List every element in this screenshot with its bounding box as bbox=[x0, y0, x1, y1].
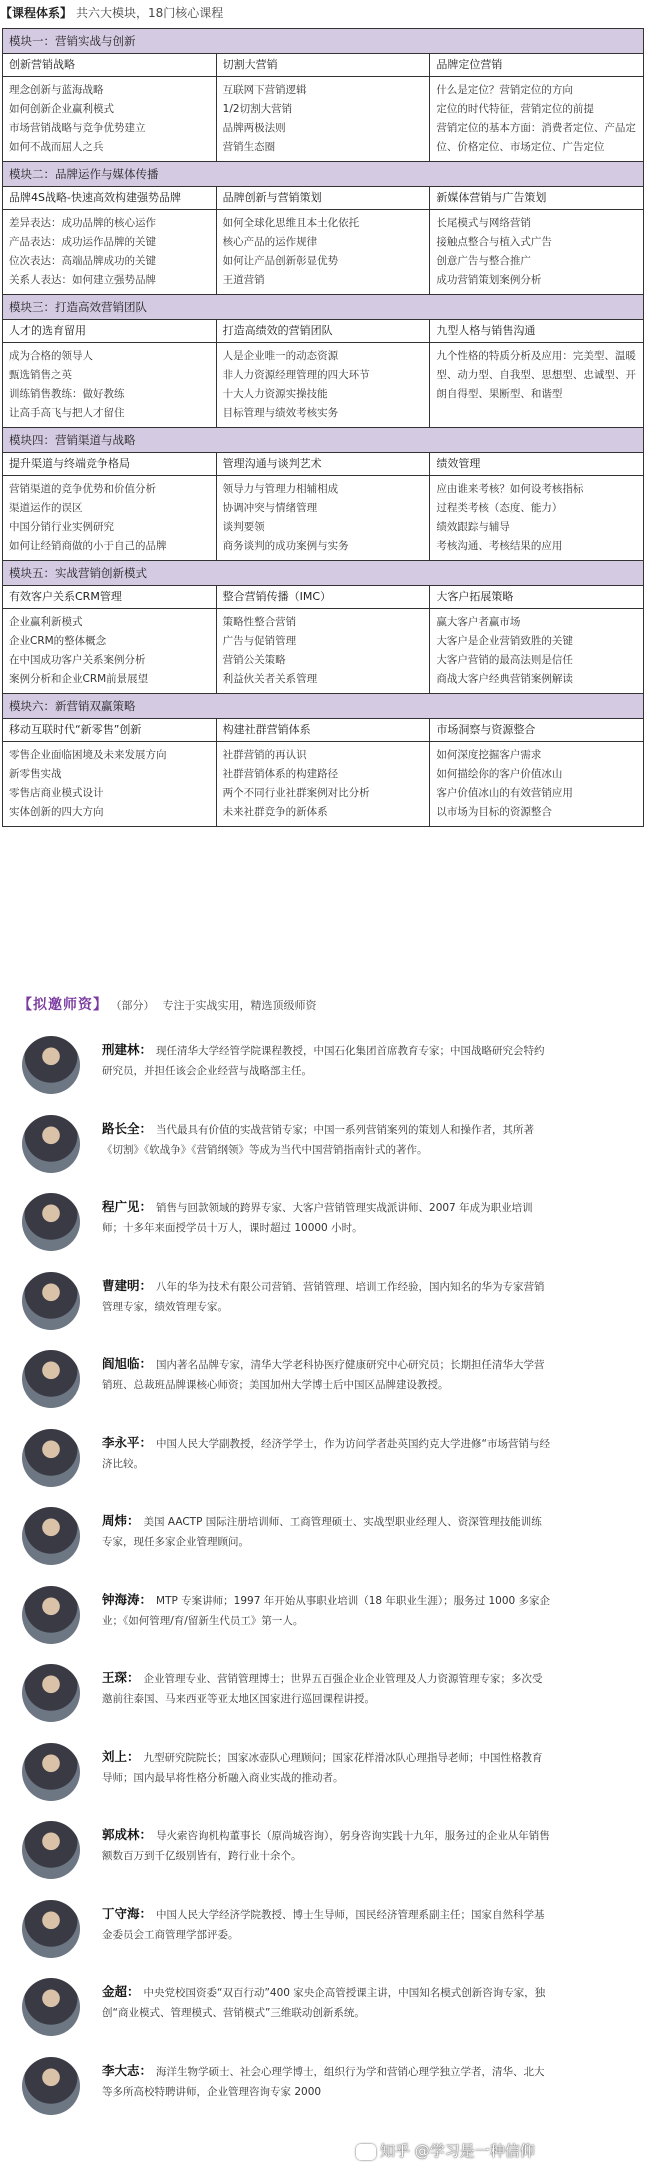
teachers-part-note: （部分） bbox=[116, 999, 155, 1012]
course-topic: 零售企业面临困境及未来发展方向 bbox=[9, 749, 167, 761]
course-topics bbox=[3, 476, 217, 560]
course-name: 品牌创新与营销策划 bbox=[217, 187, 431, 209]
course-name: 整合营销传播（IMC） bbox=[217, 586, 431, 608]
teacher-bio: 销售与回款领域的跨界专家、大客户营销管理实战派讲师、2007 年成为职业培训师；十多年来面授学员十万人，课时超过 10000 小时。 bbox=[102, 1202, 533, 1234]
course-topic: 让高手高飞与把人才留住 bbox=[9, 407, 125, 419]
teacher-bio-block bbox=[102, 1982, 552, 2023]
teacher-bio: 中央党校国资委“双百行动”400 家央企高管授课主讲，中国知名模式创新咨询专家，独创“商业模式、管理模式、营销模式”三维联动创新系统。 bbox=[102, 1987, 546, 2019]
course-topic: 如何让产品创新彰显优势 bbox=[222, 255, 339, 267]
course-topic: 核心产品的运作规律 bbox=[222, 236, 318, 248]
course-name: 移动互联时代“新零售”创新 bbox=[3, 719, 217, 741]
teacher-entry bbox=[0, 1497, 660, 1577]
course-topic: 位次表达：高端品牌成功的关键 bbox=[9, 255, 156, 267]
teacher-name: 刑建林： bbox=[102, 1042, 153, 1057]
course-topic: 客户价值冰山的有效营销应用 bbox=[436, 787, 573, 799]
course-topic: 实体创新的四大方向 bbox=[9, 806, 104, 818]
teacher-entry bbox=[0, 1968, 660, 2048]
teacher-photo bbox=[22, 1743, 80, 1801]
module-course-contents bbox=[3, 742, 643, 826]
course-topic: 1/2切割大营销 bbox=[222, 103, 293, 115]
course-topics bbox=[217, 210, 431, 294]
course-topic: 产品表达：成功运作品牌的关键 bbox=[9, 236, 156, 248]
teacher-bio-block bbox=[102, 1119, 552, 1160]
course-topic: 绩效跟踪与辅导 bbox=[436, 521, 510, 533]
teacher-photo bbox=[22, 1429, 80, 1487]
course-name: 提升渠道与终端竞争格局 bbox=[3, 453, 217, 475]
course-topic: 非人力资源经理管理的四大环节 bbox=[222, 369, 370, 381]
course-topic: 目标管理与绩效考核实务 bbox=[222, 407, 339, 419]
teacher-bio-block bbox=[102, 1668, 552, 1709]
teacher-bio-block bbox=[102, 1040, 552, 1081]
course-topic: 零售店商业模式设计 bbox=[9, 787, 104, 799]
course-topic: 甄选销售之英 bbox=[9, 369, 72, 381]
teacher-bio-block bbox=[102, 1197, 552, 1238]
course-topic: 营销公关策略 bbox=[222, 654, 286, 666]
course-topic: 品牌两极法则 bbox=[222, 122, 286, 134]
teacher-bio: 海洋生物学硕士、社会心理学博士，组织行为学和营销心理学独立学者，清华、北大等多所高校特聘讲师，企业管理咨询专家 2000 bbox=[102, 2065, 545, 2098]
course-system-label: 【课程体系】 bbox=[0, 6, 73, 20]
teacher-bio-block bbox=[102, 1747, 552, 1788]
module-block bbox=[3, 162, 643, 295]
course-topics bbox=[430, 210, 643, 294]
course-topic: 差异表达：成功品牌的核心运作 bbox=[9, 217, 156, 229]
teacher-bio-block bbox=[102, 1825, 552, 1866]
teacher-bio: 中国人民大学经济学院教授、博士生导师，国民经济管理系副主任；国家自然科学基金委员会工商管理学部评委。 bbox=[102, 1908, 545, 1941]
course-topic: 协调冲突与情绪管理 bbox=[222, 502, 318, 514]
course-topic: 以市场为目标的资源整合 bbox=[436, 806, 552, 818]
teacher-name: 钟海涛： bbox=[102, 1591, 153, 1607]
course-topic: 应由谁来考核？如何设考核指标 bbox=[436, 483, 584, 495]
module-title: 模块六：新营销双赢策略 bbox=[3, 694, 643, 719]
teacher-name: 金超： bbox=[102, 1984, 140, 1999]
course-topic: 渠道运作的误区 bbox=[9, 502, 83, 514]
course-topic: 营销定位的基本方面：消费者定位、产品定位、价格定位、市场定位、广告定位 bbox=[436, 122, 636, 153]
course-topics bbox=[217, 476, 431, 560]
teacher-photo bbox=[22, 1900, 80, 1958]
teacher-entry bbox=[0, 1811, 660, 1891]
teacher-entry bbox=[0, 1733, 660, 1813]
teacher-entry bbox=[0, 1183, 660, 1263]
course-topic: 案例分析和企业CRM前景展望 bbox=[9, 673, 149, 685]
course-topic: 关系人表达：如何建立强势品牌 bbox=[9, 274, 156, 286]
teachers-title: 【拟邀师资】 bbox=[18, 997, 108, 1013]
course-topic: 过程类考核（态度、能力） bbox=[436, 502, 563, 514]
teacher-entry bbox=[0, 1105, 660, 1185]
course-topics bbox=[3, 210, 217, 294]
teacher-name: 程广见： bbox=[102, 1199, 153, 1214]
module-title: 模块五：实战营销创新模式 bbox=[3, 561, 643, 586]
module-course-contents bbox=[3, 77, 643, 161]
course-topics bbox=[217, 77, 431, 161]
course-topic: 如何创新企业赢利模式 bbox=[9, 103, 114, 115]
course-topic: 九个性格的特质分析及应用：完美型、温暖型、动力型、自我型、思想型、忠诚型、开朗自得型、果断型、和谐型 bbox=[436, 350, 636, 400]
teacher-name: 曹建明： bbox=[102, 1277, 153, 1293]
module-column-headers bbox=[3, 453, 643, 476]
teacher-photo bbox=[22, 2057, 80, 2115]
course-topics bbox=[3, 609, 217, 693]
course-topics bbox=[3, 343, 217, 427]
course-topics bbox=[430, 476, 643, 560]
teacher-name: 周炜： bbox=[102, 1513, 140, 1528]
course-table bbox=[2, 28, 644, 827]
course-topic: 理念创新与蓝海战略 bbox=[9, 84, 104, 96]
module-block bbox=[3, 694, 643, 827]
teacher-bio-block bbox=[102, 1276, 552, 1317]
module-block bbox=[3, 29, 643, 162]
teacher-photo bbox=[22, 1586, 80, 1644]
course-topic: 未来社群竞争的新体系 bbox=[222, 806, 328, 818]
teacher-bio-block bbox=[102, 1590, 552, 1631]
course-topic: 商战大客户经典营销案例解读 bbox=[436, 673, 573, 685]
course-topic: 十大人力资源实操技能 bbox=[222, 388, 328, 400]
course-name: 新媒体营销与广告策划 bbox=[436, 191, 547, 204]
course-topics bbox=[217, 343, 431, 427]
course-topic: 营销生态圈 bbox=[222, 141, 276, 153]
course-topic: 赢大客户者赢市场 bbox=[436, 616, 521, 628]
course-topic: 长尾模式与网络营销 bbox=[436, 217, 531, 229]
course-topic: 商务谈判的成功案例与实务 bbox=[222, 540, 349, 552]
course-topic: 如何让经销商做的小于自己的品牌 bbox=[9, 540, 167, 552]
module-title: 模块一：营销实战与创新 bbox=[3, 29, 643, 54]
teacher-bio: 九型研究院院长；国家冰壶队心理顾问；国家花样滑冰队心理指导老师；中国性格教育导师；国内最早将性格分析融入商业实战的推动者。 bbox=[102, 1751, 543, 1784]
course-name: 有效客户关系CRM管理 bbox=[3, 586, 217, 608]
course-topic: 广告与促销管理 bbox=[222, 635, 297, 647]
teacher-bio: 八年的华为技术有限公司营销、营销管理、培训工作经验，国内知名的华为专家营销管理专家，绩效管理专家。 bbox=[102, 1280, 545, 1313]
course-topic: 企业赢利新模式 bbox=[9, 616, 83, 628]
course-topic: 接触点整合与植入式广告 bbox=[436, 236, 552, 248]
teacher-name: 王琛： bbox=[102, 1670, 140, 1685]
course-name: 品牌定位营销 bbox=[436, 58, 503, 71]
course-name: 九型人格与销售沟通 bbox=[436, 324, 536, 337]
teacher-photo bbox=[22, 1036, 80, 1094]
course-topics bbox=[3, 77, 217, 161]
module-block bbox=[3, 561, 643, 694]
course-topic: 领导力与管理力相辅相成 bbox=[222, 483, 339, 495]
teacher-name: 刘上： bbox=[102, 1748, 140, 1764]
teacher-bio-block bbox=[102, 2061, 552, 2102]
teacher-name: 路长全： bbox=[102, 1120, 153, 1136]
course-name: 人才的选育留用 bbox=[3, 320, 217, 342]
teacher-bio: 导火索咨询机构董事长（原尚城咨询），躬身咨询实践十九年，服务过的企业从年销售额数百万到千亿级别皆有，跨行业十余个。 bbox=[102, 1830, 550, 1862]
watermark bbox=[356, 2140, 535, 2161]
teacher-entry bbox=[0, 1576, 660, 1656]
course-topic: 成为合格的领导人 bbox=[9, 350, 93, 362]
teacher-photo bbox=[22, 1193, 80, 1251]
module-column-headers bbox=[3, 187, 643, 210]
course-system-subtitle: 共六大模块，18门核心课程 bbox=[76, 6, 224, 20]
course-topics bbox=[430, 343, 643, 427]
teacher-name: 李大志： bbox=[102, 2062, 153, 2078]
course-name: 市场洞察与资源整合 bbox=[436, 723, 536, 736]
teacher-photo bbox=[22, 1507, 80, 1565]
module-course-contents bbox=[3, 476, 643, 560]
course-name: 打造高绩效的营销团队 bbox=[217, 320, 431, 342]
course-topic: 定位的时代特征，营销定位的前提 bbox=[436, 103, 594, 115]
course-topics bbox=[217, 742, 431, 826]
teacher-bio-block bbox=[102, 1904, 552, 1945]
teacher-photo bbox=[22, 1272, 80, 1330]
teacher-photo bbox=[22, 1350, 80, 1408]
teacher-bio: 企业管理专业、营销管理博士；世界五百强企业企业管理及人力资源管理专家；多次受邀前往泰国、马来西亚等亚太地区国家进行巡回课程讲授。 bbox=[102, 1673, 543, 1705]
course-topic: 考核沟通、考核结果的应用 bbox=[436, 540, 563, 552]
teacher-entry bbox=[0, 1262, 660, 1342]
course-topic: 企业CRM的整体概念 bbox=[9, 635, 107, 647]
course-name: 管理沟通与谈判艺术 bbox=[217, 453, 431, 475]
course-topic: 如何深度挖掘客户需求 bbox=[436, 749, 542, 761]
teacher-bio: MTP 专案讲师；1997 年开始从事职业培训（18 年职业生涯）；服务过 1000 多家企业；《如何管理/育/留新生代员工》第一人。 bbox=[102, 1594, 551, 1627]
watermark-text: 知乎 @学习是一种信仰 bbox=[380, 2142, 535, 2160]
course-topic: 在中国成功客户关系案例分析 bbox=[9, 654, 146, 666]
course-topic: 市场营销战略与竞争优势建立 bbox=[9, 122, 146, 134]
module-column-headers bbox=[3, 586, 643, 609]
teacher-entry bbox=[0, 1026, 660, 1106]
teacher-bio-block bbox=[102, 1433, 552, 1474]
module-column-headers bbox=[3, 54, 643, 77]
course-topics bbox=[217, 609, 431, 693]
course-topic: 谈判要领 bbox=[222, 521, 265, 533]
teacher-name: 阎旭临： bbox=[102, 1356, 153, 1371]
module-column-headers bbox=[3, 320, 643, 343]
teacher-photo bbox=[22, 1664, 80, 1722]
teacher-photo bbox=[22, 1115, 80, 1173]
teacher-photo bbox=[22, 1978, 80, 2036]
course-topic: 人是企业唯一的动态资源 bbox=[222, 350, 339, 362]
teacher-entry bbox=[0, 1890, 660, 1970]
course-name: 品牌4S战略-快速高效构建强势品牌 bbox=[3, 187, 217, 209]
course-topic: 如何不战而屈人之兵 bbox=[9, 141, 104, 153]
course-topic: 新零售实战 bbox=[9, 768, 62, 780]
zhihu-logo-icon bbox=[356, 2144, 376, 2160]
course-name: 绩效管理 bbox=[436, 457, 481, 470]
teacher-bio: 国内著名品牌专家，清华大学老科协医疗健康研究中心研究员；长期担任清华大学营销班、总裁班品牌课核心师资；美国加州大学博士后中国区品牌建设教授。 bbox=[102, 1359, 545, 1391]
teachers-section-title bbox=[18, 994, 317, 1016]
teacher-entry bbox=[0, 1654, 660, 1734]
course-topics bbox=[430, 742, 643, 826]
teacher-bio: 美国 AACTP 国际注册培训师、工商管理硕士、实战型职业经理人、资深管理技能训练专家，现任多家企业管理顾问。 bbox=[102, 1516, 542, 1548]
teacher-bio-block bbox=[102, 1511, 552, 1552]
course-topics bbox=[430, 609, 643, 693]
teacher-bio: 现任清华大学经管学院课程教授，中国石化集团首席教育专家；中国战略研究会特约研究员，并担任该会企业经营与战略部主任。 bbox=[102, 1045, 545, 1077]
module-course-contents bbox=[3, 609, 643, 693]
module-block bbox=[3, 428, 643, 561]
course-topics bbox=[430, 77, 643, 161]
module-column-headers bbox=[3, 719, 643, 742]
course-topic: 训练销售教练：做好教练 bbox=[9, 388, 125, 400]
course-topic: 什么是定位？营销定位的方向 bbox=[436, 84, 573, 96]
course-name: 切割大营销 bbox=[217, 54, 431, 76]
teacher-name: 李永平： bbox=[102, 1434, 153, 1450]
teacher-entry bbox=[0, 2047, 660, 2127]
course-name: 大客户拓展策略 bbox=[436, 590, 514, 603]
teacher-bio: 当代最具有价值的实战营销专家；中国一系列营销案列的策划人和操作者，其所著《切割》《软战争》《营销纲领》等成为当代中国营销指南针式的著作。 bbox=[102, 1123, 535, 1156]
course-topic: 中国分销行业实例研究 bbox=[9, 521, 114, 533]
teacher-name: 郭成林： bbox=[102, 1827, 153, 1842]
course-topic: 大客户是企业营销致胜的关键 bbox=[436, 635, 573, 647]
course-topic: 两个不同行业社群案例对比分析 bbox=[222, 787, 370, 799]
course-topics bbox=[3, 742, 217, 826]
course-topic: 大客户营销的最高法则是信任 bbox=[436, 654, 573, 666]
teacher-photo bbox=[22, 1821, 80, 1879]
module-course-contents bbox=[3, 343, 643, 427]
teacher-entry bbox=[0, 1419, 660, 1499]
module-course-contents bbox=[3, 210, 643, 294]
course-topic: 成功营销策划案例分析 bbox=[436, 274, 542, 286]
course-name: 构建社群营销体系 bbox=[217, 719, 431, 741]
course-topic: 社群营销体系的构建路径 bbox=[222, 768, 339, 780]
course-topic: 社群营销的再认识 bbox=[222, 749, 307, 761]
module-title: 模块四：营销渠道与战略 bbox=[3, 428, 643, 453]
course-topic: 互联网下营销逻辑 bbox=[222, 84, 307, 96]
module-title: 模块三：打造高效营销团队 bbox=[3, 295, 643, 320]
teacher-bio: 中国人民大学副教授，经济学学士，作为访问学者赴英国约克大学进修“市场营销与经济比较。 bbox=[102, 1437, 550, 1470]
module-block bbox=[3, 295, 643, 428]
course-topic: 营销渠道的竞争优势和价值分析 bbox=[9, 483, 156, 495]
teacher-name: 丁守海： bbox=[102, 1905, 153, 1921]
course-topic: 如何全球化思维且本土化依托 bbox=[222, 217, 360, 229]
course-topic: 利益伙关者关系管理 bbox=[222, 673, 318, 685]
teachers-description: 专注于实战实用，精选顶级师资 bbox=[162, 999, 317, 1012]
course-topic: 策略性整合营销 bbox=[222, 616, 297, 628]
teacher-bio-block bbox=[102, 1354, 552, 1395]
teacher-entry bbox=[0, 1340, 660, 1420]
course-topic: 如何描绘你的客户价值冰山 bbox=[436, 768, 563, 780]
course-topic: 创意广告与整合推广 bbox=[436, 255, 531, 267]
course-name: 创新营销战略 bbox=[3, 54, 217, 76]
course-system-header bbox=[0, 0, 660, 26]
course-topic: 王道营销 bbox=[222, 274, 265, 286]
module-title: 模块二：品牌运作与媒体传播 bbox=[3, 162, 643, 187]
